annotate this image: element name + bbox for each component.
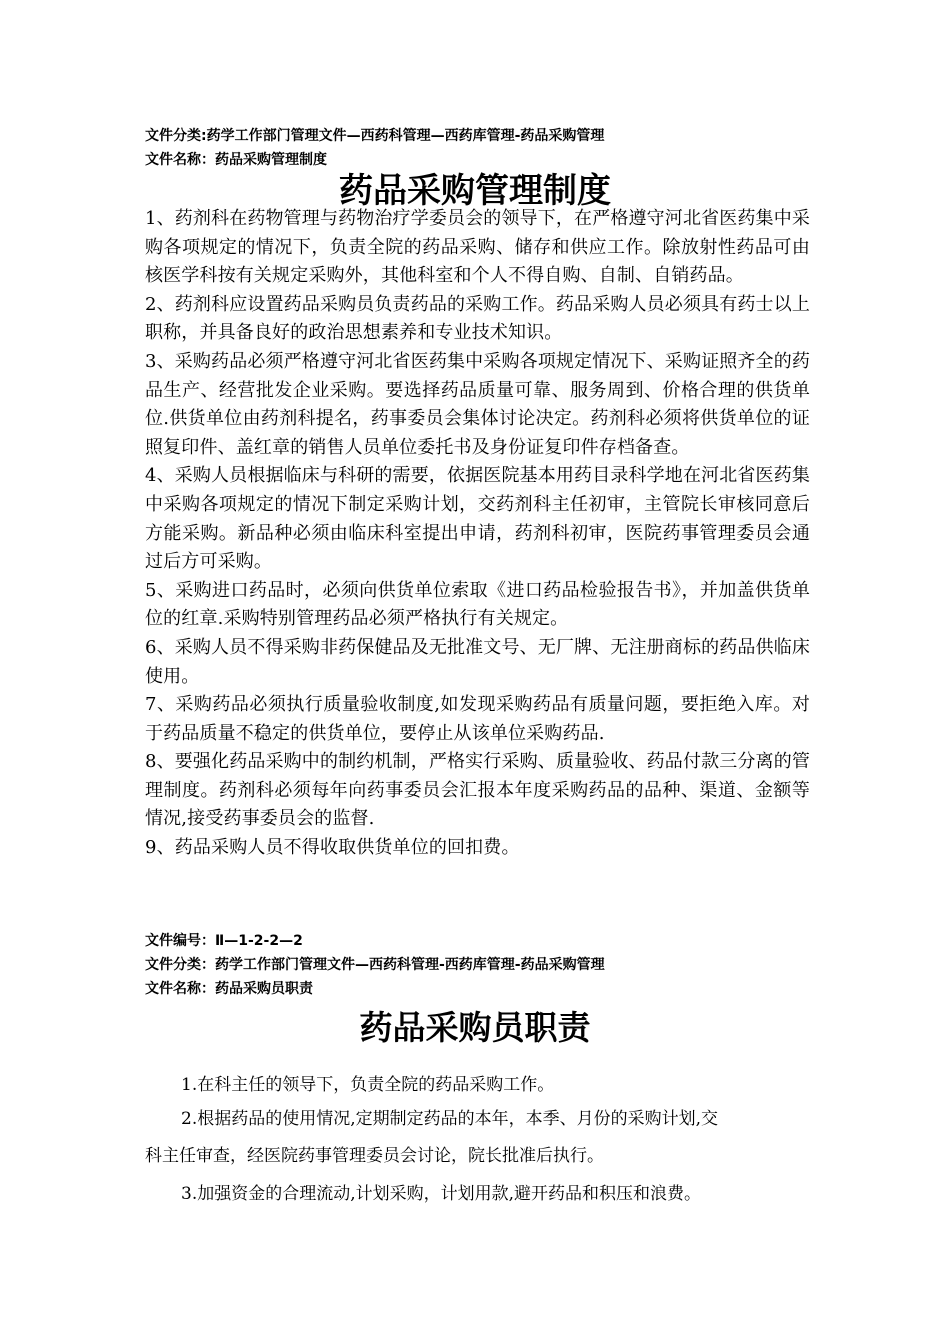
rule-paragraph-8: 8、要强化药品采购中的制约机制，严格实行采购、质量验收、药品付款三分离的管理制度。药剂科必须每年向药事委员会汇报本年度采购药品的品种、渠道、金额等情况,接受药事委员会的监督. xyxy=(145,751,810,830)
rule-paragraph-5: 5、采购进口药品时，必须向供货单位索取《进口药品检验报告书》，并加盖供货单位的红章.采购特别管理药品必须严格执行有关规定。 xyxy=(145,579,810,630)
rule-paragraph-1: 1、药剂科在药物管理与药物治疗学委员会的领导下，在严格遵守河北省医药集中采购各项规定的情况下，负责全院的药品采购、储存和供应工作。除放射性药品可由核医学科按有关规定采购外，其他科室和个人不得自购、自制、自销药品。 xyxy=(145,208,810,287)
procurement-rules-body xyxy=(145,205,810,863)
page-title-buyer-duties: 药品采购员职责 xyxy=(359,1008,591,1047)
duty-item-2-continued: 科主任审查，经医院药事管理委员会讨论，院长批准后执行。 xyxy=(145,1146,604,1166)
file-number-2: 文件编号：Ⅱ—1-2-2—2 xyxy=(145,933,303,949)
file-category-2: 文件分类：药学工作部门管理文件—西药科管理-西药库管理-药品采购管理 xyxy=(145,957,605,973)
file-category-1: 文件分类:药学工作部门管理文件—西药科管理—西药库管理-药品采购管理 xyxy=(145,128,605,144)
duty-item-2: 2.根据药品的使用情况,定期制定药品的本年，本季、月份的采购计划,交 xyxy=(181,1109,719,1129)
rule-paragraph-9: 9、药品采购人员不得收取供货单位的回扣费。 xyxy=(145,837,520,859)
rule-paragraph-7: 7、采购药品必须执行质量验收制度,如发现采购药品有质量问题，要拒绝入库。对于药品质量不稳定的供货单位，要停止从该单位采购药品. xyxy=(145,694,810,744)
rule-paragraph-6: 6、采购人员不得采购非药保健品及无批准文号、无厂牌、无注册商标的药品供临床使用。 xyxy=(145,636,810,687)
duty-item-3: 3.加强资金的合理流动,计划采购，计划用款,避开药品和积压和浪费。 xyxy=(181,1184,702,1204)
rule-paragraph-3: 3、采购药品必须严格遵守河北省医药集中采购各项规定情况下、采购证照齐全的药品生产、经营批发企业采购。要选择药品质量可靠、服务周到、价格合理的供货单位.供货单位由药剂科提名，药事委员会集体讨论决定。药剂科必须将供货单位的证照复印件、盖红章的销售人员单位委托书及身份证复印件存档备查。 xyxy=(145,350,810,458)
rule-paragraph-2: 2、药剂科应设置药品采购员负责药品的采购工作。药品采购人员必须具有药士以上职称，并具备良好的政治思想素养和专业技术知识。 xyxy=(145,293,810,344)
rule-paragraph-4: 4、采购人员根据临床与科研的需要，依据医院基本用药目录科学地在河北省医药集中采购各项规定的情况下制定采购计划，交药剂科主任初审，主管院长审核同意后方能采购。新品种必须由临床科室提出申请，药剂科初审，医院药事管理委员会通过后方可采购。 xyxy=(145,465,810,573)
page-title-procurement-system: 药品采购管理制度 xyxy=(339,171,611,211)
file-name-1: 文件名称：药品采购管理制度 xyxy=(145,152,327,168)
duty-item-1: 1.在科主任的领导下，负责全院的药品采购工作。 xyxy=(181,1075,555,1095)
file-name-2: 文件名称：药品采购员职责 xyxy=(145,981,313,997)
